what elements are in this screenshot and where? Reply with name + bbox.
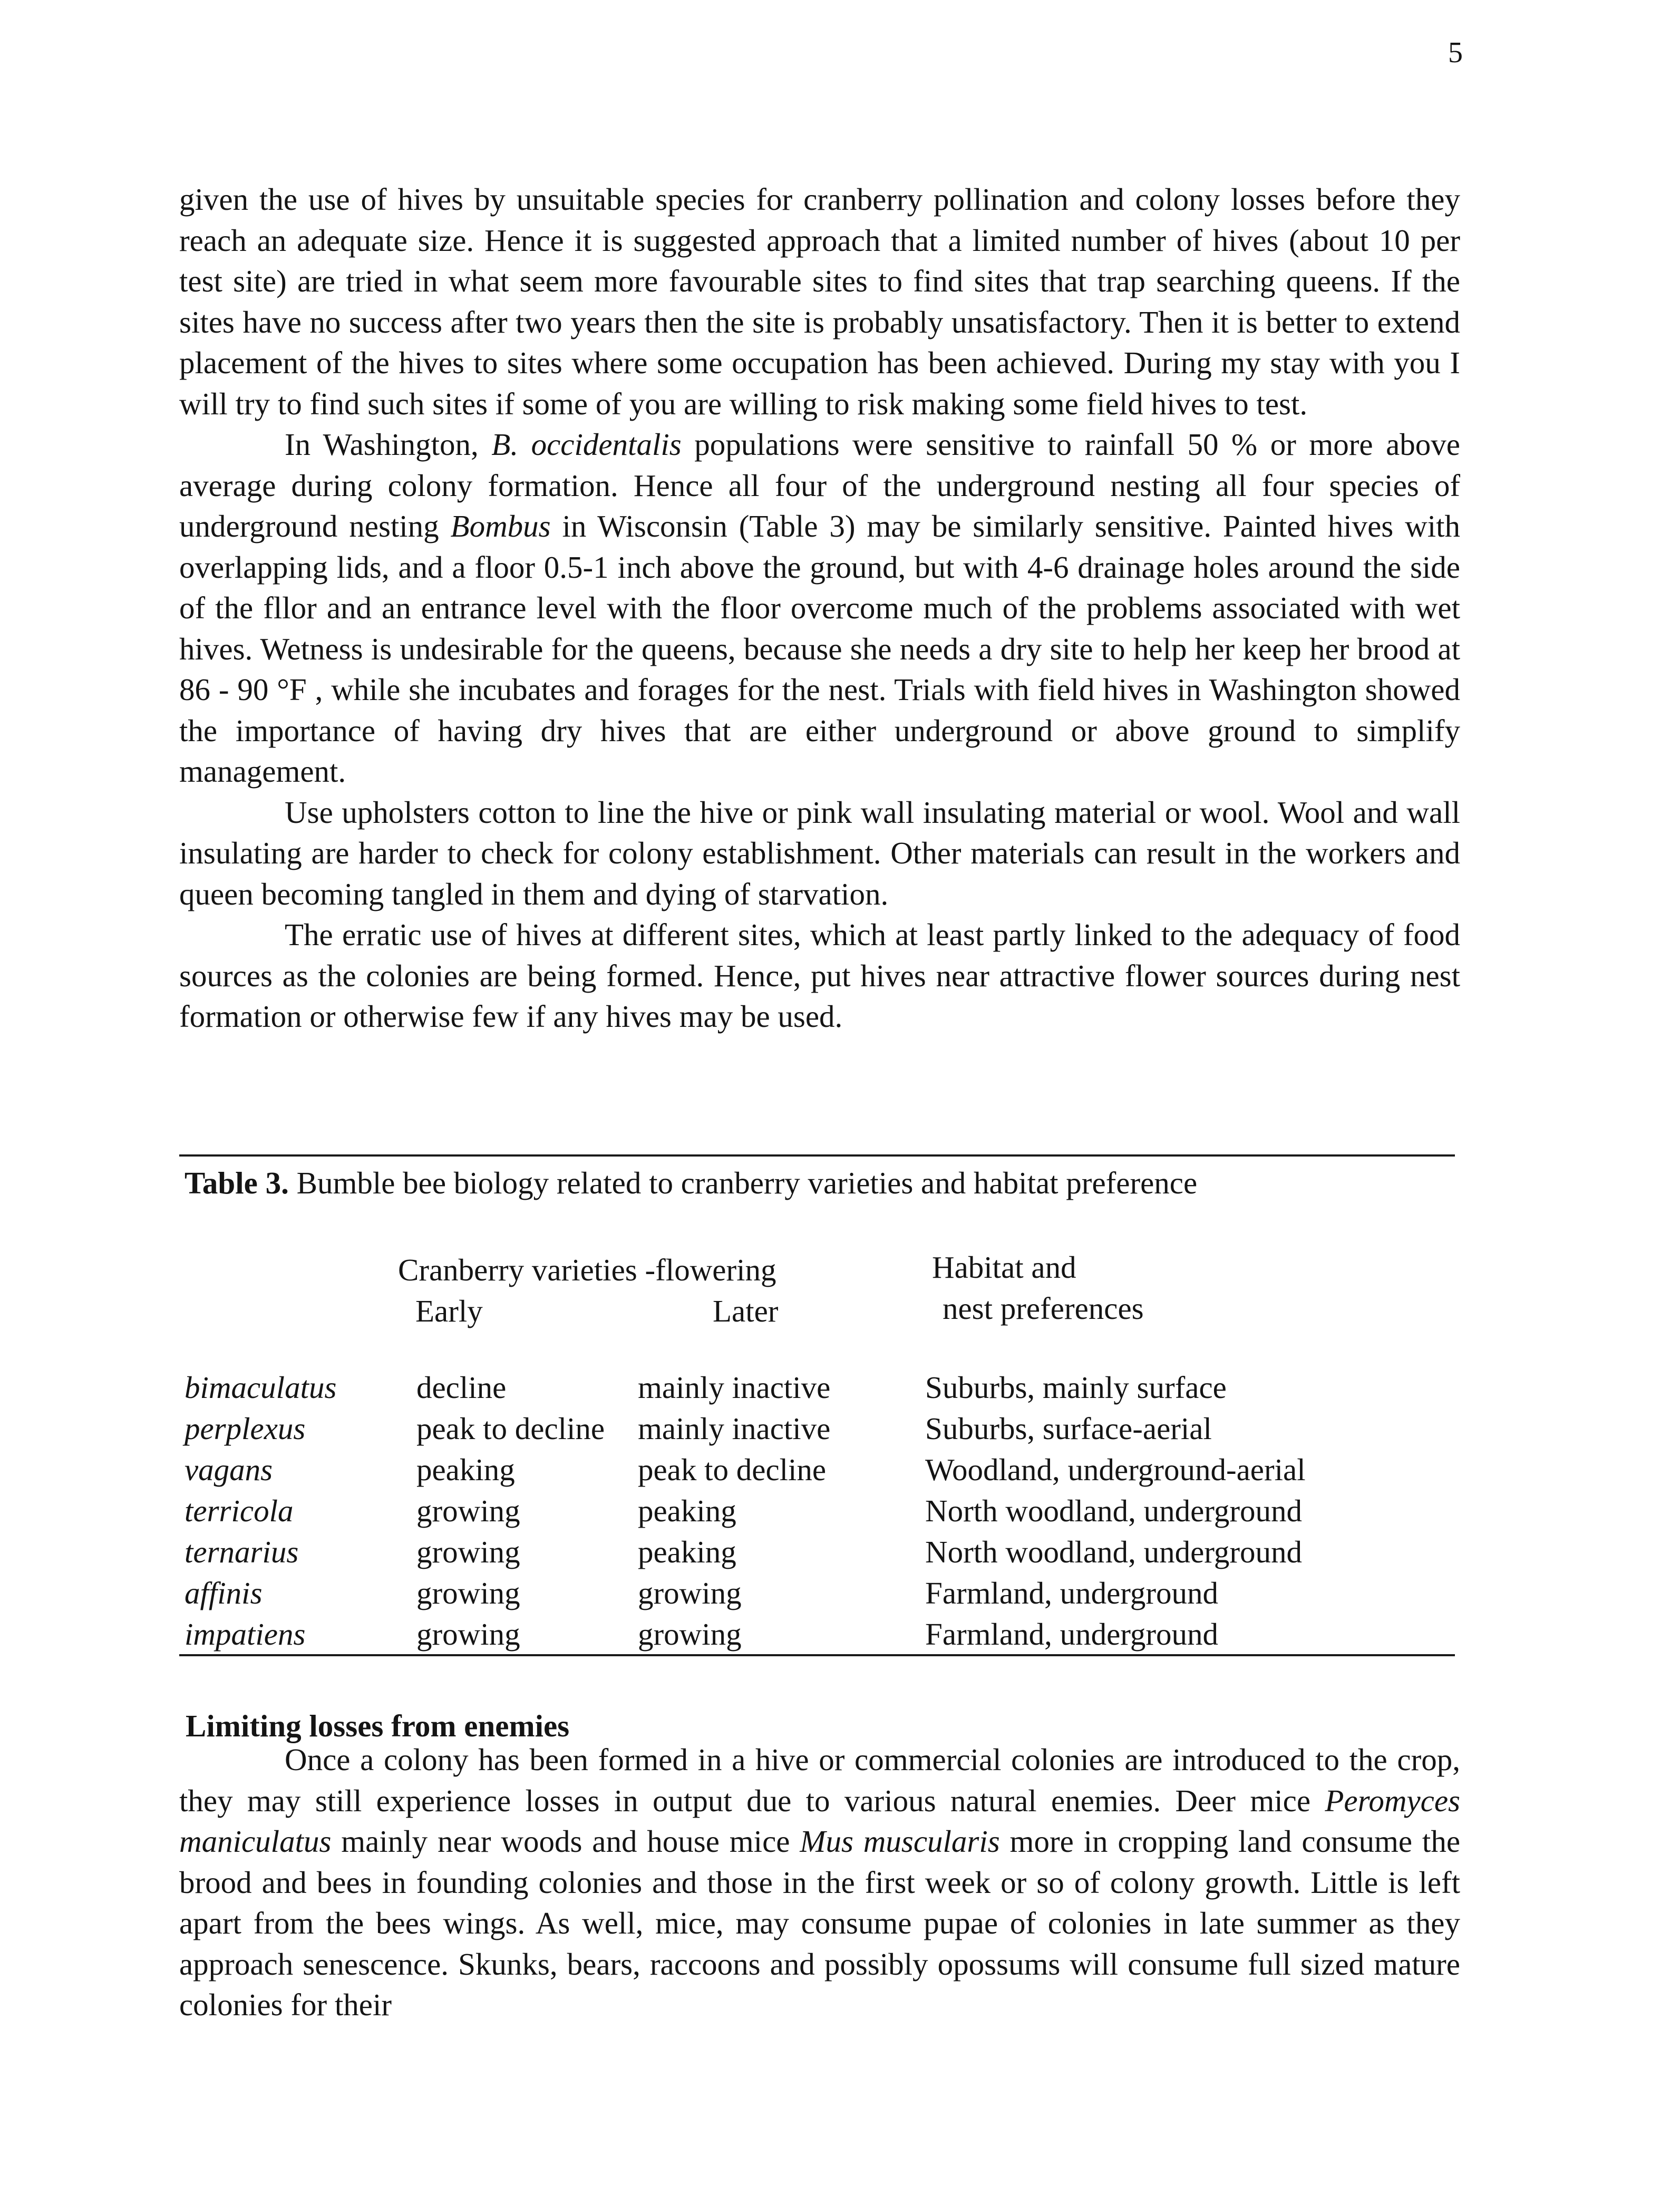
species-cell: impatiens (184, 1617, 306, 1652)
table-caption-text: Bumble bee biology related to cranberry varieties and habitat preference (288, 1165, 1198, 1200)
section-heading: Limiting losses from enemies (186, 1708, 570, 1743)
paragraph (179, 1740, 1460, 2026)
habitat-cell: Woodland, underground-aerial (925, 1452, 1306, 1487)
later-cell: peaking (638, 1534, 736, 1569)
italic-text: Bombus (450, 509, 551, 543)
text-run: in Wisconsin (Table 3) may be similarly sensitive. Painted hives with overlapping lids, and a floor 0.5-1 inch above the ground, but with 4-6 drainage holes around the side of the fllor and an entrance level with the floor overcome much of the problems associated with wet hives. Wetness is undesirable for the queens, because she needs a dry site to help her keep her brood at 86 - 90 °F , while she incubates and forages for the nest. Trials with field hives in Washington showed the importance of having dry hives that are either underground or above ground to simplify management. (179, 509, 1460, 789)
table-caption (184, 1165, 1197, 1201)
table-group-header: Cranberry varieties -flowering (398, 1252, 776, 1287)
habitat-cell: Farmland, underground (925, 1617, 1219, 1652)
paragraph (179, 179, 1460, 424)
later-cell: peaking (638, 1493, 736, 1528)
table-header-early: Early (415, 1294, 483, 1328)
text-run: In Washington, (285, 427, 492, 462)
habitat-cell: Suburbs, surface-aerial (925, 1411, 1212, 1446)
paragraph (179, 915, 1460, 1037)
early-cell: growing (416, 1617, 520, 1652)
early-cell: growing (416, 1576, 520, 1610)
body-text-top (179, 179, 1460, 1037)
page-number: 5 (1448, 36, 1463, 69)
species-cell: vagans (184, 1452, 273, 1487)
table-top-rule (179, 1154, 1455, 1157)
early-cell: peaking (416, 1452, 515, 1487)
paragraph (179, 792, 1460, 915)
table-header-habitat-line1: Habitat and (932, 1250, 1076, 1285)
habitat-cell: Farmland, underground (925, 1576, 1219, 1610)
later-cell: growing (638, 1617, 742, 1652)
species-cell: terricola (184, 1493, 294, 1528)
table-header-later: Later (713, 1294, 779, 1328)
table-bottom-rule (179, 1654, 1455, 1656)
early-cell: decline (416, 1370, 507, 1405)
table-header-habitat-line2: nest preferences (943, 1291, 1144, 1326)
habitat-cell: North woodland, underground (925, 1534, 1303, 1569)
early-cell: growing (416, 1493, 520, 1528)
later-cell: mainly inactive (638, 1411, 831, 1446)
text-run: The erratic use of hives at different sites, which at least partly linked to the adequacy of food sources as the colonies are being formed. Hence, put hives near attractive flower sources during nest formation or otherwise few if any hives may be used. (179, 917, 1460, 1034)
species-cell: affinis (184, 1576, 263, 1610)
text-run: populations were sensitive to rainfall 50 % or more above average during colony formation. Hence all four of the underground nesting all four species of underground nesting (179, 427, 1460, 543)
italic-text: Mus muscularis (800, 1824, 1000, 1859)
paragraph (179, 424, 1460, 792)
species-cell: bimaculatus (184, 1370, 337, 1405)
later-cell: growing (638, 1576, 742, 1610)
italic-text: B. occidentalis (491, 427, 682, 462)
table-caption-label: Table 3. (184, 1165, 289, 1200)
text-run: Once a colony has been formed in a hive or commercial colonies are introduced to the crop, they may still experience losses in output due to various natural enemies. Deer mice (179, 1742, 1460, 1818)
species-cell: ternarius (184, 1534, 299, 1569)
later-cell: mainly inactive (638, 1370, 831, 1405)
text-run: Use upholsters cotton to line the hive or pink wall insulating material or wool. Wool and wall insulating are harder to check for colony establishment. Other materials can result in the workers and queen becoming tangled in them and dying of starvation. (179, 794, 1460, 911)
italic-text: Peromyces maniculatus (179, 1783, 1460, 1859)
text-run: mainly near woods and house mice (331, 1824, 800, 1859)
later-cell: peak to decline (638, 1452, 827, 1487)
species-cell: perplexus (184, 1411, 306, 1446)
early-cell: growing (416, 1534, 520, 1569)
habitat-cell: North woodland, underground (925, 1493, 1303, 1528)
text-run: given the use of hives by unsuitable species for cranberry pollination and colony losses before they reach an adequate size. Hence it is suggested approach that a limited number of hives (about 10 per test site) are tried in what seem more favourable sites to find sites that trap searching queens. If the sites have no success after two years then the site is probably unsatisfactory. Then it is better to extend placement of the hives to sites where some occupation has been achieved. During my stay with you I will try to find such sites if some of you are willing to risk making some field hives to test. (179, 182, 1460, 421)
body-text-bottom (179, 1740, 1460, 2026)
habitat-cell: Suburbs, mainly surface (925, 1370, 1227, 1405)
early-cell: peak to decline (416, 1411, 605, 1446)
text-run: more in cropping land consume the brood and bees in founding colonies and those in the first week or so of colony growth. Little is left apart from the bees wings. As well, mice, may consume pupae of colonies in late summer as they approach senescence. Skunks, bears, raccoons and possibly opossums will consume full sized mature colonies for their (179, 1824, 1461, 2022)
